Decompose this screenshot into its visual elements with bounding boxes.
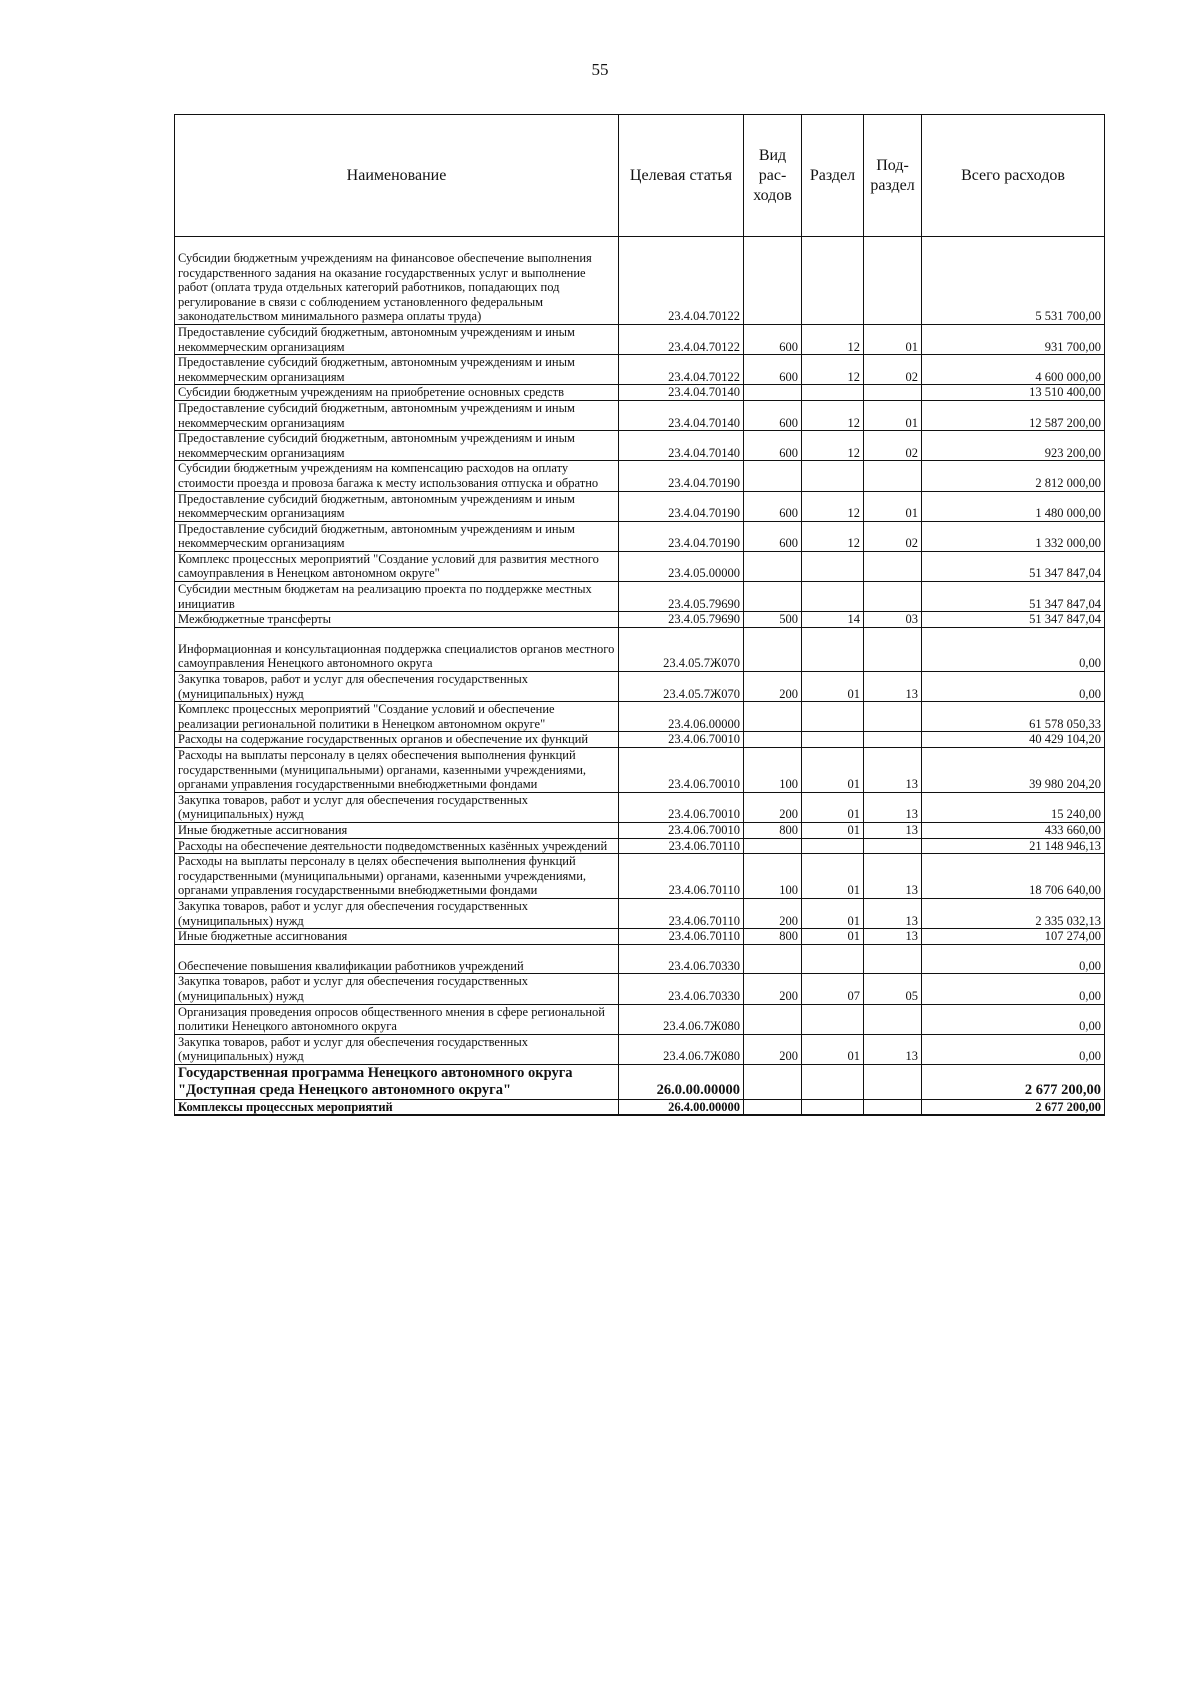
cell-subsection bbox=[864, 944, 922, 974]
cell-total: 2 812 000,00 bbox=[922, 461, 1105, 491]
cell-subsection: 01 bbox=[864, 491, 922, 521]
cell-total: 0,00 bbox=[922, 672, 1105, 702]
cell-name: Закупка товаров, работ и услуг для обеспечения государственных (муниципальных) нужд bbox=[175, 672, 619, 702]
cell-subsection bbox=[864, 1064, 922, 1099]
cell-section: 12 bbox=[802, 400, 864, 430]
cell-code: 23.4.04.70140 bbox=[619, 385, 744, 401]
cell-subsection: 02 bbox=[864, 521, 922, 551]
cell-section: 01 bbox=[802, 1034, 864, 1064]
cell-subsection bbox=[864, 838, 922, 854]
table-row bbox=[175, 974, 1105, 1004]
cell-code: 23.4.04.70140 bbox=[619, 400, 744, 430]
header-subsection: Под- раздел bbox=[864, 115, 922, 237]
cell-name: Закупка товаров, работ и услуг для обеспечения государственных (муниципальных) нужд bbox=[175, 898, 619, 928]
header-section: Раздел bbox=[802, 115, 864, 237]
cell-section bbox=[802, 582, 864, 612]
cell-name: Закупка товаров, работ и услуг для обеспечения государственных (муниципальных) нужд bbox=[175, 792, 619, 822]
cell-name: Межбюджетные трансферты bbox=[175, 612, 619, 628]
cell-type: 200 bbox=[744, 1034, 802, 1064]
cell-subsection bbox=[864, 1004, 922, 1034]
cell-section: 12 bbox=[802, 491, 864, 521]
cell-section bbox=[802, 838, 864, 854]
cell-code: 23.4.04.70122 bbox=[619, 237, 744, 325]
cell-section: 01 bbox=[802, 854, 864, 899]
table-row bbox=[175, 521, 1105, 551]
cell-total: 18 706 640,00 bbox=[922, 854, 1105, 899]
cell-total: 51 347 847,04 bbox=[922, 582, 1105, 612]
cell-name: Субсидии бюджетным учреждениям на компенсацию расходов на оплату стоимости проезда и провоза багажа к месту использования отпуска и обратно bbox=[175, 461, 619, 491]
cell-section: 12 bbox=[802, 521, 864, 551]
cell-code: 23.4.05.7Ж070 bbox=[619, 627, 744, 671]
cell-type bbox=[744, 1064, 802, 1099]
cell-name: Расходы на содержание государственных органов и обеспечение их функций bbox=[175, 732, 619, 748]
table-row bbox=[175, 929, 1105, 945]
table-row bbox=[175, 355, 1105, 385]
cell-section bbox=[802, 1099, 864, 1115]
table-row bbox=[175, 822, 1105, 838]
cell-subsection: 01 bbox=[864, 324, 922, 354]
cell-section: 01 bbox=[802, 792, 864, 822]
cell-type: 600 bbox=[744, 400, 802, 430]
cell-section bbox=[802, 944, 864, 974]
header-name: Наименование bbox=[175, 115, 619, 237]
cell-total: 51 347 847,04 bbox=[922, 551, 1105, 581]
cell-total: 923 200,00 bbox=[922, 431, 1105, 461]
table-row bbox=[175, 1064, 1105, 1099]
table-row bbox=[175, 792, 1105, 822]
cell-section: 01 bbox=[802, 748, 864, 793]
cell-code: 23.4.06.70010 bbox=[619, 792, 744, 822]
table-row bbox=[175, 1004, 1105, 1034]
table-row bbox=[175, 385, 1105, 401]
cell-section bbox=[802, 1064, 864, 1099]
header-type: Вид рас- ходов bbox=[744, 115, 802, 237]
cell-type bbox=[744, 1099, 802, 1115]
cell-name: Информационная и консультационная поддержка специалистов органов местного самоуправления Ненецкого автономного округа bbox=[175, 627, 619, 671]
cell-total: 1 332 000,00 bbox=[922, 521, 1105, 551]
cell-name: Обеспечение повышения квалификации работников учреждений bbox=[175, 944, 619, 974]
cell-total: 13 510 400,00 bbox=[922, 385, 1105, 401]
cell-code: 23.4.06.70330 bbox=[619, 974, 744, 1004]
cell-name: Субсидии бюджетным учреждениям на финансовое обеспечение выполнения государственного задания на оказание государственных услуг и выполнение работ (оплата труда отдельных категорий работников, попадающих под регулирование в связи с соблюдением установленного федеральным законодательством минимального размера оплаты труда) bbox=[175, 237, 619, 325]
cell-total: 0,00 bbox=[922, 1034, 1105, 1064]
cell-total: 433 660,00 bbox=[922, 822, 1105, 838]
cell-name: Организация проведения опросов общественного мнения в сфере региональной политики Ненецкого автономного округа bbox=[175, 1004, 619, 1034]
table-row bbox=[175, 854, 1105, 899]
cell-total: 61 578 050,33 bbox=[922, 702, 1105, 732]
cell-total: 0,00 bbox=[922, 627, 1105, 671]
table-row bbox=[175, 748, 1105, 793]
table-row bbox=[175, 732, 1105, 748]
cell-subsection: 02 bbox=[864, 355, 922, 385]
cell-total: 21 148 946,13 bbox=[922, 838, 1105, 854]
cell-type bbox=[744, 237, 802, 325]
table-row bbox=[175, 612, 1105, 628]
cell-type: 200 bbox=[744, 792, 802, 822]
cell-code: 23.4.06.7Ж080 bbox=[619, 1034, 744, 1064]
cell-name: Закупка товаров, работ и услуг для обеспечения государственных (муниципальных) нужд bbox=[175, 974, 619, 1004]
table-body bbox=[175, 237, 1105, 1116]
cell-code: 23.4.06.70330 bbox=[619, 944, 744, 974]
cell-section: 12 bbox=[802, 355, 864, 385]
cell-subsection: 03 bbox=[864, 612, 922, 628]
cell-total: 51 347 847,04 bbox=[922, 612, 1105, 628]
cell-name: Государственная программа Ненецкого автономного округа "Доступная среда Ненецкого автономного округа" bbox=[175, 1064, 619, 1099]
cell-code: 23.4.05.00000 bbox=[619, 551, 744, 581]
cell-section bbox=[802, 627, 864, 671]
table-row bbox=[175, 237, 1105, 325]
cell-section: 07 bbox=[802, 974, 864, 1004]
table-row bbox=[175, 551, 1105, 581]
cell-code: 26.0.00.00000 bbox=[619, 1064, 744, 1099]
header-code: Целевая статья bbox=[619, 115, 744, 237]
cell-code: 23.4.06.70010 bbox=[619, 732, 744, 748]
cell-type: 600 bbox=[744, 431, 802, 461]
cell-code: 23.4.05.7Ж070 bbox=[619, 672, 744, 702]
cell-name: Комплекс процессных мероприятий "Создание условий для развития местного самоуправления в Ненецком автономном округе" bbox=[175, 551, 619, 581]
cell-type bbox=[744, 944, 802, 974]
cell-subsection: 13 bbox=[864, 822, 922, 838]
cell-subsection bbox=[864, 385, 922, 401]
cell-code: 23.4.06.70010 bbox=[619, 748, 744, 793]
cell-subsection bbox=[864, 237, 922, 325]
cell-type bbox=[744, 838, 802, 854]
cell-total: 12 587 200,00 bbox=[922, 400, 1105, 430]
cell-code: 23.4.04.70122 bbox=[619, 324, 744, 354]
cell-type: 200 bbox=[744, 898, 802, 928]
cell-subsection bbox=[864, 702, 922, 732]
cell-type: 500 bbox=[744, 612, 802, 628]
table-row bbox=[175, 1099, 1105, 1115]
cell-total: 4 600 000,00 bbox=[922, 355, 1105, 385]
cell-name: Иные бюджетные ассигнования bbox=[175, 929, 619, 945]
cell-subsection bbox=[864, 1099, 922, 1115]
cell-name: Субсидии местным бюджетам на реализацию проекта по поддержке местных инициатив bbox=[175, 582, 619, 612]
cell-code: 23.4.04.70190 bbox=[619, 461, 744, 491]
cell-total: 15 240,00 bbox=[922, 792, 1105, 822]
budget-table bbox=[174, 114, 1105, 1116]
cell-subsection: 13 bbox=[864, 898, 922, 928]
cell-code: 23.4.06.70010 bbox=[619, 822, 744, 838]
cell-code: 23.4.06.70110 bbox=[619, 854, 744, 899]
table-row bbox=[175, 400, 1105, 430]
cell-section bbox=[802, 1004, 864, 1034]
cell-type bbox=[744, 582, 802, 612]
cell-code: 23.4.05.79690 bbox=[619, 612, 744, 628]
cell-subsection bbox=[864, 627, 922, 671]
cell-section bbox=[802, 461, 864, 491]
table-row bbox=[175, 672, 1105, 702]
cell-type: 600 bbox=[744, 521, 802, 551]
cell-type bbox=[744, 702, 802, 732]
cell-type bbox=[744, 551, 802, 581]
cell-subsection: 13 bbox=[864, 854, 922, 899]
cell-code: 23.4.05.79690 bbox=[619, 582, 744, 612]
cell-code: 23.4.06.70110 bbox=[619, 929, 744, 945]
cell-type bbox=[744, 1004, 802, 1034]
cell-type: 600 bbox=[744, 491, 802, 521]
cell-section: 12 bbox=[802, 324, 864, 354]
cell-code: 26.4.00.00000 bbox=[619, 1099, 744, 1115]
cell-code: 23.4.06.00000 bbox=[619, 702, 744, 732]
cell-subsection bbox=[864, 732, 922, 748]
table-row bbox=[175, 431, 1105, 461]
table-row bbox=[175, 324, 1105, 354]
cell-total: 2 677 200,00 bbox=[922, 1064, 1105, 1099]
table-row bbox=[175, 702, 1105, 732]
cell-section bbox=[802, 237, 864, 325]
cell-name: Комплексы процессных мероприятий bbox=[175, 1099, 619, 1115]
table-row bbox=[175, 461, 1105, 491]
cell-section: 12 bbox=[802, 431, 864, 461]
table-row bbox=[175, 838, 1105, 854]
cell-section: 01 bbox=[802, 822, 864, 838]
cell-code: 23.4.04.70190 bbox=[619, 491, 744, 521]
cell-section bbox=[802, 702, 864, 732]
cell-total: 107 274,00 bbox=[922, 929, 1105, 945]
cell-code: 23.4.04.70122 bbox=[619, 355, 744, 385]
cell-type bbox=[744, 461, 802, 491]
cell-name: Расходы на обеспечение деятельности подведомственных казённых учреждений bbox=[175, 838, 619, 854]
cell-type bbox=[744, 627, 802, 671]
table-row bbox=[175, 627, 1105, 671]
cell-type: 800 bbox=[744, 822, 802, 838]
cell-total: 40 429 104,20 bbox=[922, 732, 1105, 748]
cell-subsection: 05 bbox=[864, 974, 922, 1004]
cell-name: Предоставление субсидий бюджетным, автономным учреждениям и иным некоммерческим организациям bbox=[175, 431, 619, 461]
cell-section bbox=[802, 732, 864, 748]
cell-subsection bbox=[864, 551, 922, 581]
cell-subsection: 13 bbox=[864, 1034, 922, 1064]
cell-type: 800 bbox=[744, 929, 802, 945]
cell-total: 39 980 204,20 bbox=[922, 748, 1105, 793]
cell-code: 23.4.06.70110 bbox=[619, 898, 744, 928]
cell-type: 200 bbox=[744, 672, 802, 702]
cell-name: Расходы на выплаты персоналу в целях обеспечения выполнения функций государственными (муниципальными) органами, казенными учреждениями, органами управления государственными внебюджетными фондами bbox=[175, 748, 619, 793]
cell-total: 1 480 000,00 bbox=[922, 491, 1105, 521]
cell-name: Предоставление субсидий бюджетным, автономным учреждениям и иным некоммерческим организациям bbox=[175, 355, 619, 385]
cell-type bbox=[744, 385, 802, 401]
cell-type: 600 bbox=[744, 324, 802, 354]
cell-code: 23.4.06.70110 bbox=[619, 838, 744, 854]
cell-name: Предоставление субсидий бюджетным, автономным учреждениям и иным некоммерческим организациям bbox=[175, 491, 619, 521]
cell-type: 100 bbox=[744, 748, 802, 793]
cell-total: 2 335 032,13 bbox=[922, 898, 1105, 928]
cell-name: Предоставление субсидий бюджетным, автономным учреждениям и иным некоммерческим организациям bbox=[175, 324, 619, 354]
cell-total: 931 700,00 bbox=[922, 324, 1105, 354]
cell-code: 23.4.04.70140 bbox=[619, 431, 744, 461]
cell-type: 600 bbox=[744, 355, 802, 385]
cell-total: 5 531 700,00 bbox=[922, 237, 1105, 325]
cell-section: 01 bbox=[802, 672, 864, 702]
table-row bbox=[175, 1034, 1105, 1064]
cell-subsection bbox=[864, 582, 922, 612]
cell-subsection: 13 bbox=[864, 672, 922, 702]
cell-name: Субсидии бюджетным учреждениям на приобретение основных средств bbox=[175, 385, 619, 401]
header-total: Всего расходов bbox=[922, 115, 1105, 237]
cell-subsection: 13 bbox=[864, 929, 922, 945]
table-row bbox=[175, 898, 1105, 928]
cell-section: 01 bbox=[802, 929, 864, 945]
cell-subsection: 13 bbox=[864, 748, 922, 793]
table-row bbox=[175, 491, 1105, 521]
table-row bbox=[175, 944, 1105, 974]
cell-section bbox=[802, 551, 864, 581]
page-number: 55 bbox=[591, 60, 609, 79]
cell-subsection: 13 bbox=[864, 792, 922, 822]
cell-name: Закупка товаров, работ и услуг для обеспечения государственных (муниципальных) нужд bbox=[175, 1034, 619, 1064]
cell-subsection: 01 bbox=[864, 400, 922, 430]
cell-section bbox=[802, 385, 864, 401]
cell-name: Предоставление субсидий бюджетным, автономным учреждениям и иным некоммерческим организациям bbox=[175, 521, 619, 551]
cell-total: 2 677 200,00 bbox=[922, 1099, 1105, 1115]
cell-total: 0,00 bbox=[922, 974, 1105, 1004]
cell-name: Предоставление субсидий бюджетным, автономным учреждениям и иным некоммерческим организациям bbox=[175, 400, 619, 430]
cell-type: 200 bbox=[744, 974, 802, 1004]
cell-subsection: 02 bbox=[864, 431, 922, 461]
cell-name: Иные бюджетные ассигнования bbox=[175, 822, 619, 838]
cell-code: 23.4.04.70190 bbox=[619, 521, 744, 551]
cell-name: Расходы на выплаты персоналу в целях обеспечения выполнения функций государственными (муниципальными) органами, казенными учреждениями, органами управления государственными внебюджетными фондами bbox=[175, 854, 619, 899]
cell-code: 23.4.06.7Ж080 bbox=[619, 1004, 744, 1034]
cell-section: 01 bbox=[802, 898, 864, 928]
cell-subsection bbox=[864, 461, 922, 491]
table-header-row bbox=[175, 115, 1105, 237]
cell-type: 100 bbox=[744, 854, 802, 899]
cell-name: Комплекс процессных мероприятий "Создание условий и обеспечение реализации региональной политики в Ненецком автономном округе" bbox=[175, 702, 619, 732]
cell-total: 0,00 bbox=[922, 1004, 1105, 1034]
cell-type bbox=[744, 732, 802, 748]
cell-total: 0,00 bbox=[922, 944, 1105, 974]
table-row bbox=[175, 582, 1105, 612]
cell-section: 14 bbox=[802, 612, 864, 628]
